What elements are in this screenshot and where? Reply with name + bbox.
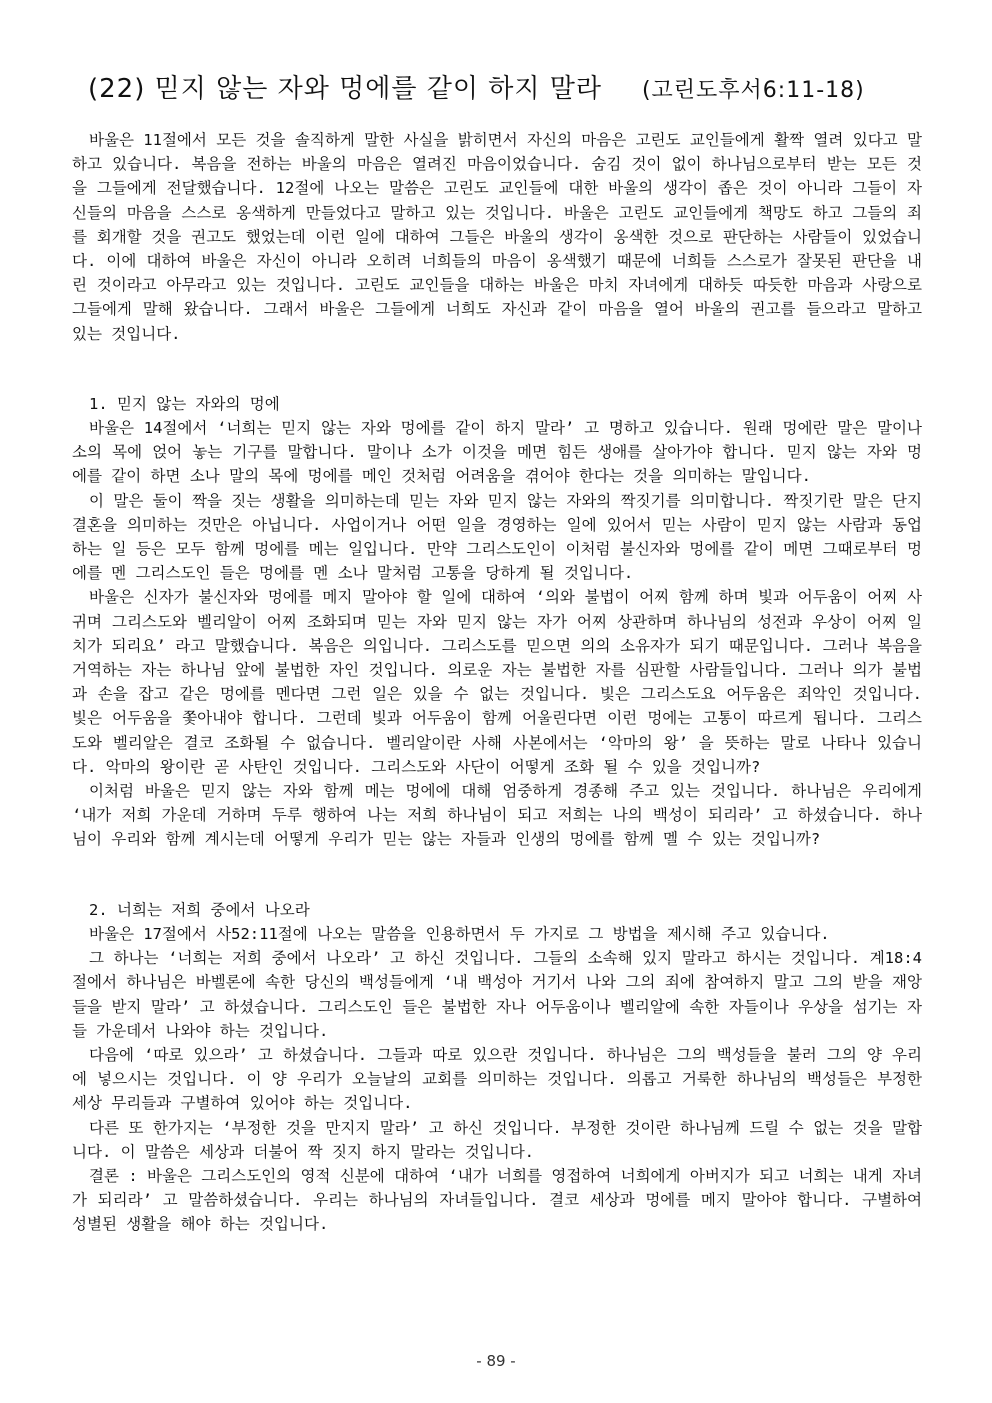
page-title: [88, 68, 948, 105]
title-main: (22) 믿지 않는 자와 멍에를 같이 하지 말라: [88, 74, 602, 104]
section-1-paragraph: 이 말은 둘이 짝을 짓는 생활을 의미하는데 믿는 자와 믿지 않는 자와의 짝짓기를 의미합니다. 짝짓기란 말은 단지 결혼을 의미하는 것만은 아닙니다. 사업이거나 어떤 일을 경영하는 일에 있어서 믿는 사람이 믿지 않는 사람과 동업하는 일 등은 모두 함께 멍에를 메는 일입니다. 만약 그리스도인이 이처럼 불신자와 멍에를 같이 메면 그때로부터 멍에를 멘 그리스도인 들은 멍에를 멘 소나 말처럼 고통을 당하게 될 것입니다.: [72, 491, 922, 583]
title-scripture-reference: (고린도후서6:11-18): [641, 78, 865, 103]
section-1-paragraph: 바울은 14절에서 ‘너희는 믿지 않는 자와 멍에를 같이 하지 말라’ 고 명하고 있습니다. 원래 멍에란 말은 말이나 소의 목에 얹어 놓는 기구를 말합니다. 말이나 소가 이것을 메면 힘든 생애를 살아가야 합니다. 믿지 않는 자와 멍에를 같이 하면 소나 말의 목에 멍에를 메인 것처럼 어려움을 겪어야 한다는 것을 의미하는 말입니다.: [72, 419, 922, 486]
section-2-paragraph: 바울은 17절에서 사52:11절에 나오는 말씀을 인용하면서 두 가지로 그 방법을 제시해 주고 있습니다.: [89, 924, 830, 943]
intro-paragraph: 바울은 11절에서 모든 것을 솔직하게 말한 사실을 밝히면서 자신의 마음은 고린도 교인들에게 활짝 열려 있다고 말하고 있습니다. 복음을 전하는 바울의 마음은 열려진 마음이었습니다. 숨김 것이 없이 하나님으로부터 받는 모든 것을 그들에게 전달했습니다. 12절에 나오는 말씀은 고린도 교인들에 대한 바울의 생각이 좁은 것이 아니라 그들이 자신들의 마음을 스스로 옹색하게 만들었다고 말하고 있는 것입니다. 바울은 고린도 교인들에게 책망도 하고 그들의 죄를 회개할 것을 권고도 했었는데 이런 일에 대하여 그들은 바울의 생각이 옹색한 것으로 판단하는 사람들이 있었습니다. 이에 대하여 바울은 자신이 아니라 오히려 너희들의 마음이 옹색했기 때문에 너희들 스스로가 잘못된 판단을 내린 것이라고 아무라고 있는 것입니다. 고린도 교인들을 대하는 바울은 마치 자녀에게 대하듯 따듯한 마음과 사랑으로 그들에게 말해 왔습니다. 그래서 바울은 그들에게 너희도 자신과 같이 마음을 열어 바울의 권고를 들으라고 말하고 있는 것입니다.: [72, 131, 922, 343]
section-1-paragraph: 이처럼 바울은 믿지 않는 자와 함께 메는 멍에에 대해 엄중하게 경종해 주고 있는 것입니다. 하나님은 우리에게 ‘내가 저희 가운데 거하며 두루 행하여 나는 저희 하나님이 되고 저희는 나의 백성이 되리라’ 고 하셨습니다. 하나님이 우리와 함께 계시는데 어떻게 우리가 믿는 않는 자들과 인생의 멍에를 함께 멜 수 있는 것입니까?: [72, 782, 922, 849]
section-1-heading: 1. 믿지 않는 자와의 멍에: [89, 394, 280, 413]
page-number: - 89 -: [476, 1352, 516, 1370]
conclusion-paragraph: 결론 : 바울은 그리스도인의 영적 신분에 대하여 ‘내가 너희를 영접하여 너희에게 아버지가 되고 너희는 내게 자녀가 되리라’ 고 말씀하셨습니다. 우리는 하나님의 자녀들입니다. 결코 세상과 멍에를 메지 말아야 합니다. 구별하여 성별된 생활을 해야 하는 것입니다.: [72, 1166, 922, 1234]
section-1-paragraph: 바울은 신자가 불신자와 멍에를 메지 말아야 할 일에 대하여 ‘의와 불법이 어찌 함께 하며 빛과 어두움이 어찌 사귀며 그리스도와 벨리알이 어찌 조화되며 믿는 자와 믿지 않는 자가 어찌 상관하며 하나님의 성전과 우상이 어찌 일치가 되리요’ 라고 말했습니다. 복음은 의입니다. 그리스도를 믿으면 의의 소유자가 되기 때문입니다. 그러나 복음을 거역하는 자는 하나님 앞에 불법한 자인 것입니다. 의로운 자는 불법한 자를 심판할 사람들입니다. 그러나 의가 불법과 손을 잡고 같은 멍에를 멘다면 그런 일은 있을 수 없는 것입니다. 빛은 그리스도요 어두움은 죄악인 것입니다. 빛은 어두움을 쫓아내야 합니다. 그런데 빛과 어두움이 함께 어울린다면 이런 멍에는 고통이 따르게 됩니다. 그리스도와 벨리알은 결코 조화될 수 없습니다. 벨리알이란 사해 사본에서는 ‘악마의 왕’ 을 뜻하는 말로 나타나 있습니다. 악마의 왕이란 곧 사탄인 것입니다. 그리스도와 사단이 어떻게 조화 될 수 있을 것입니까?: [72, 588, 922, 776]
document-body: [72, 128, 922, 1237]
section-2-heading: 2. 너희는 저희 중에서 나오라: [89, 900, 310, 919]
section-2-paragraph: 다른 또 한가지는 ‘부정한 것을 만지지 말라’ 고 하신 것입니다. 부정한 것이란 하나님께 드릴 수 없는 것을 말합니다. 이 말씀은 세상과 더불어 짝 짓지 하지 말라는 것입니다.: [72, 1118, 922, 1161]
section-2-paragraph: 다음에 ‘따로 있으라’ 고 하셨습니다. 그들과 따로 있으란 것입니다. 하나님은 그의 백성들을 불러 그의 양 우리에 넣으시는 것입니다. 이 양 우리가 오늘날의 교회를 의미하는 것입니다. 의롭고 거룩한 하나님의 백성들은 부정한 세상 무리들과 구별하여 있어야 하는 것입니다.: [72, 1045, 922, 1113]
section-2-paragraph: 그 하나는 ‘너희는 저희 중에서 나오라’ 고 하신 것입니다. 그들의 소속해 있지 말라고 하시는 것입니다. 계18:4절에서 하나님은 바벨론에 속한 당신의 백성들에게 ‘내 백성아 거기서 나와 그의 죄에 참여하지 말고 그의 받을 재앙들을 받지 말라’ 고 하셨습니다. 그리스도인 들은 불법한 자나 어두움이나 벨리알에 속한 자들이나 우상을 섬기는 자들 가운데서 나와야 하는 것입니다.: [72, 949, 922, 1040]
